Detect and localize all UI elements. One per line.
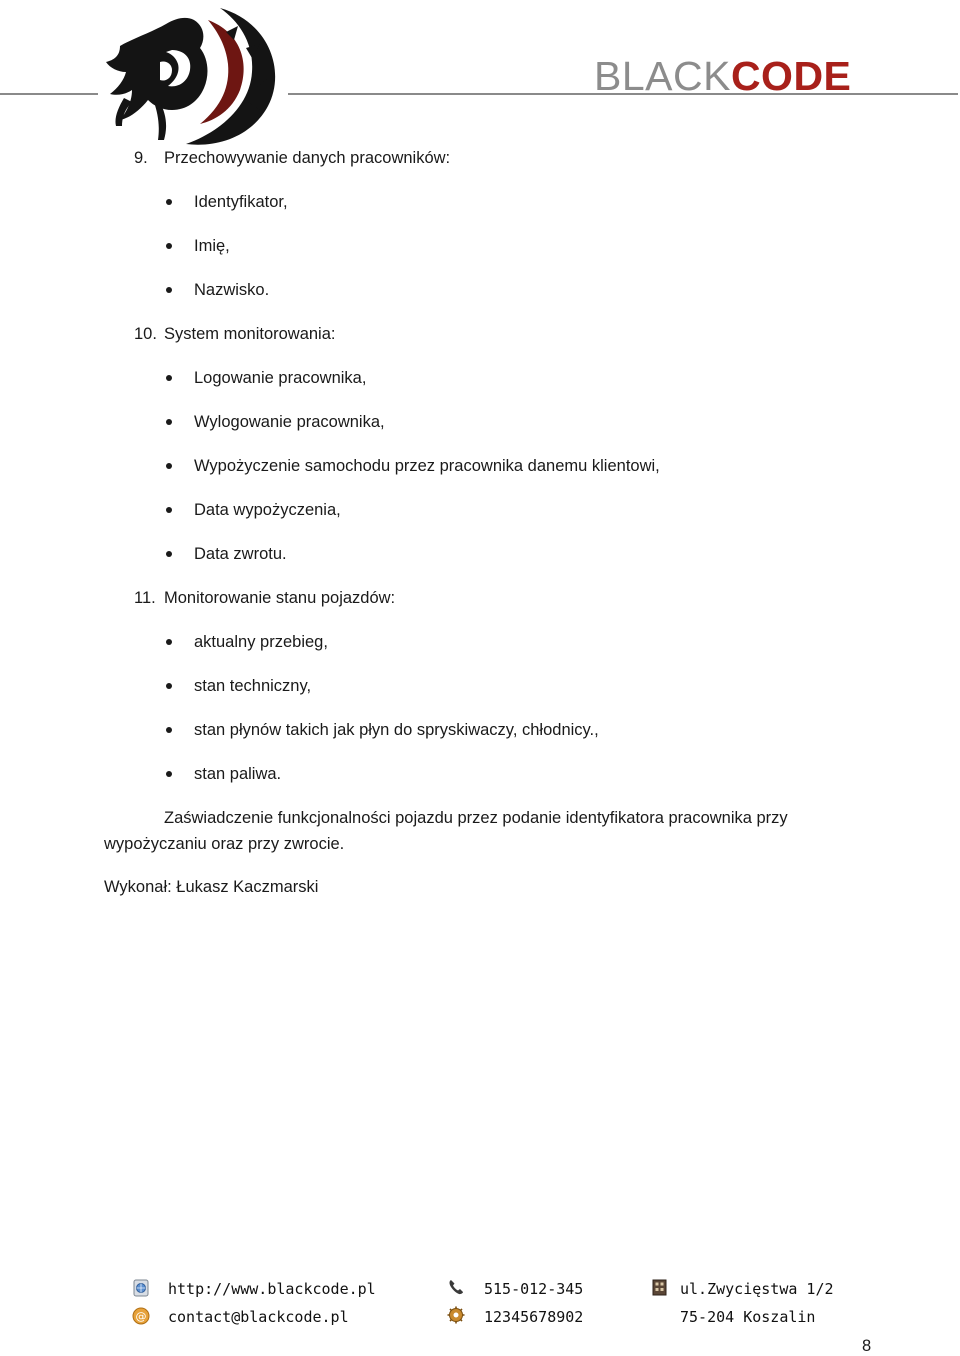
brand-wordmark (594, 53, 852, 99)
paragraph-line-2: wypożyczaniu oraz przy zwrocie. (104, 835, 345, 853)
author-line: Wykonał: Łukasz Kaczmarski (104, 878, 319, 896)
list-item: Nazwisko. (194, 281, 270, 299)
list-item: stan techniczny, (194, 677, 312, 695)
web-icon (132, 1279, 150, 1297)
bullet-icon (166, 419, 172, 425)
list-item: stan płynów takich jak płyn do spryskiwaczy, chłodnicy., (194, 721, 599, 739)
bullet-icon (166, 683, 172, 689)
page-number: 8 (862, 1337, 872, 1355)
header-rule-left (0, 93, 98, 95)
footer-email-link[interactable]: contact@blackcode.pl (168, 1308, 349, 1326)
bullet-icon (166, 507, 172, 513)
section-title: System monitorowania: (164, 325, 336, 343)
svg-text:@: @ (135, 1310, 147, 1323)
section-title: Przechowywanie danych pracowników: (164, 149, 451, 167)
footer-id-number: 12345678902 (484, 1308, 584, 1326)
bullet-icon (166, 727, 172, 733)
section-number: 10. (134, 325, 157, 343)
paragraph-line-1: Zaświadczenie funkcjonalności pojazdu przez podanie identyfikatora pracownika przy (164, 809, 788, 827)
bullet-icon (166, 243, 172, 249)
footer-phone: 515-012-345 (484, 1280, 584, 1298)
footer-website-link[interactable]: http://www.blackcode.pl (168, 1280, 376, 1298)
list-item: stan paliwa. (194, 765, 282, 783)
brand-black: BLACK (594, 53, 731, 99)
list-item: aktualny przebieg, (194, 633, 328, 651)
email-icon (132, 1307, 150, 1325)
brand-code: CODE (730, 53, 852, 99)
bullet-icon (166, 375, 172, 381)
section-number: 11. (134, 589, 156, 607)
list-item: Logowanie pracownika, (194, 369, 367, 387)
list-item: Identyfikator, (194, 193, 288, 211)
footer-city: 75-204 Koszalin (680, 1308, 816, 1326)
building-icon (651, 1278, 669, 1296)
section-title: Monitorowanie stanu pojazdów: (164, 589, 396, 607)
bullet-icon (166, 639, 172, 645)
section-number: 9. (134, 149, 148, 167)
bullet-icon (166, 551, 172, 557)
bullet-icon (166, 771, 172, 777)
bullet-icon (166, 287, 172, 293)
footer-street: ul.Zwycięstwa 1/2 (680, 1280, 834, 1298)
list-item: Imię, (194, 237, 230, 255)
gear-icon (447, 1306, 465, 1324)
list-item: Data zwrotu. (194, 545, 287, 563)
list-item: Wylogowanie pracownika, (194, 413, 385, 431)
horse-logo-emblem (100, 2, 286, 148)
bullet-icon (166, 463, 172, 469)
list-item: Data wypożyczenia, (194, 501, 341, 519)
phone-icon (447, 1278, 465, 1296)
bullet-icon (166, 199, 172, 205)
list-item: Wypożyczenie samochodu przez pracownika danemu klientowi, (194, 457, 660, 475)
